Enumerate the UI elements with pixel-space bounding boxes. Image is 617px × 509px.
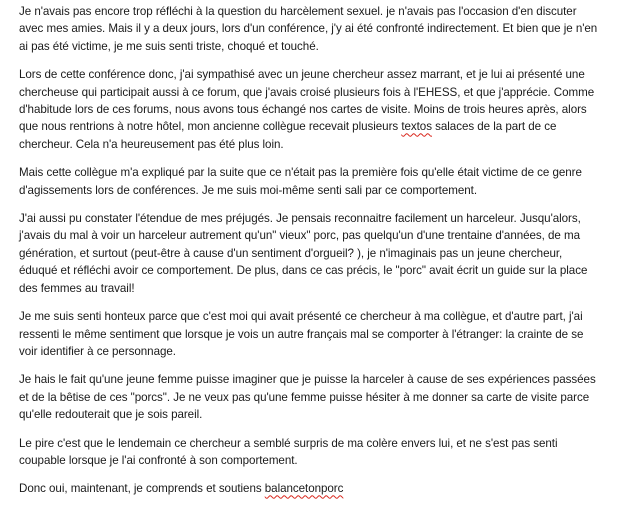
- paragraph: [19, 66, 603, 153]
- paragraph: [19, 308, 603, 360]
- paragraph-text: Le pire c'est que le lendemain ce chercheur a semblé surpris de ma colère envers lui, et ne s'est pas senti coupable lorsque je l'ai confronté à son comportement.: [19, 436, 558, 467]
- paragraph: [19, 3, 603, 55]
- paragraph-text: Mais cette collègue m'a expliqué par la suite que ce n'était pas la première fois qu'elle était victime de ce genre d'agissements lors de conférences. Je me suis moi-même senti sali par ce comportement.: [19, 166, 582, 197]
- paragraph: [19, 480, 603, 497]
- paragraph-text: salaces de la part de ce chercheur. Cela n'a heureusement pas été plus loin.: [19, 120, 557, 151]
- paragraph-text: Lors de cette conférence donc, j'ai sympathisé avec un jeune chercheur assez marrant, et je lui ai présenté une chercheuse qui participait aussi à ce forum, que j'avais croisé plusieurs fois à l'EHESS, et que j'apprécie. Comme d'habitude lors de ces forums, nous avons tous échangé nos cartes de visite. Moins de trois heures après, alors que nous rentrions à notre hôtel, mon ancienne collègue recevait plusieurs: [19, 68, 595, 134]
- paragraph-text: J'ai aussi pu constater l'étendue de mes préjugés. Je pensais reconnaitre facilement un harceleur. Jusqu'alors, j'avais du mal à voir un harceleur autrement qu'un" vieux" porc, pas quelqu'un d'une trentaine d'années, de ma génération, et surtout (peut-être à cause d'un sentiment d'orgueil? ), je n'imaginais pas un jeune chercheur, éduqué et réfléchi avoir ce comportement. De plus, dans ce cas précis, le "porc" avait écrit un guide sur la place des femmes au travail!: [19, 212, 588, 295]
- paragraph: [19, 435, 603, 470]
- spellcheck-flagged-word[interactable]: balancetonporc: [264, 482, 344, 496]
- paragraph-text: Donc oui, maintenant, je comprends et soutiens: [19, 482, 265, 496]
- paragraph-text: Je hais le fait qu'une jeune femme puisse imaginer que je puisse la harceler à cause de ses expériences passées et de la bêtise de ces "porcs". Je ne veux pas qu'une femme puisse hésiter à me donner sa carte de visite parce qu'elle redouterait que je sois pareil.: [19, 373, 596, 422]
- paragraph: [19, 210, 603, 297]
- document-body: [19, 3, 603, 509]
- paragraph: [19, 371, 603, 423]
- paragraph-text: Je n'avais pas encore trop réfléchi à la question du harcèlement sexuel. je n'avais pas l'occasion d'en discuter avec mes amies. Mais il y a deux jours, lors d'un conférence, j'y ai été confronté indirectement. Et bien que je n'en ai pas été victime, je me suis senti triste, choqué et touché.: [19, 5, 598, 53]
- spellcheck-flagged-word[interactable]: textos: [401, 120, 432, 134]
- paragraph: [19, 164, 603, 199]
- paragraph-text: Je me suis senti honteux parce que c'est moi qui avait présenté ce chercheur à ma collègue, et d'autre part, j'ai ressenti le même sentiment que lorsque je vois un autre français mal se comporter à l'étranger: la crainte de se voir identifier à ce personnage.: [19, 310, 584, 358]
